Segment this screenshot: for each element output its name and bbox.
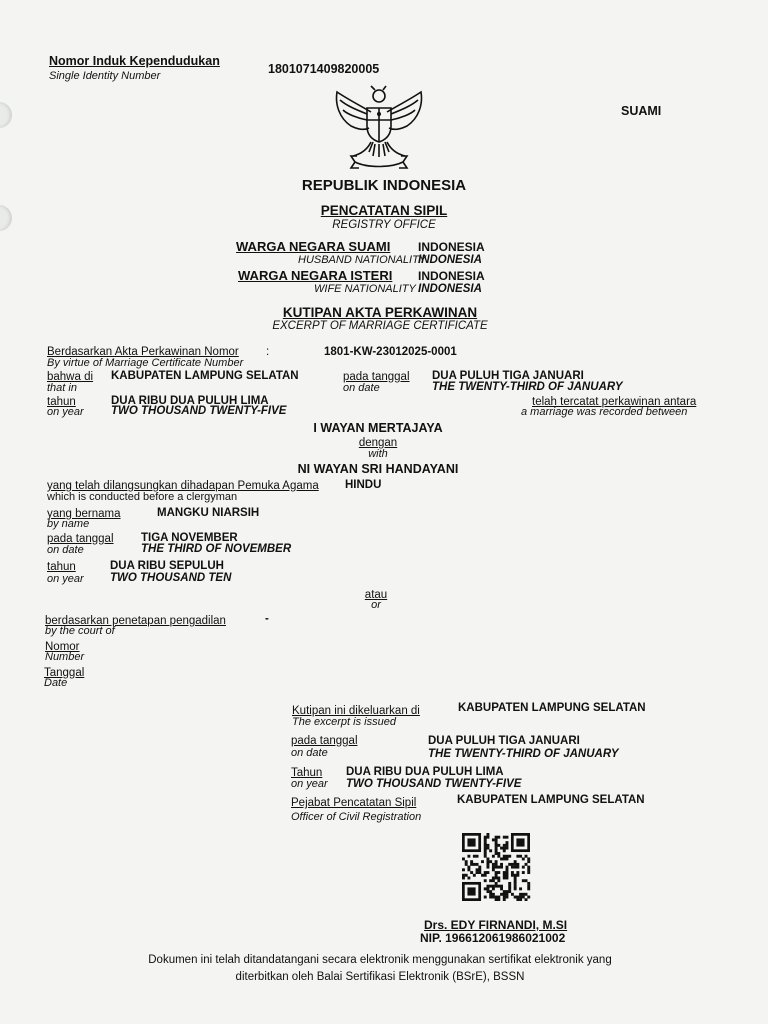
excerpt-title: KUTIPAN AKTA PERKAWINAN: [282, 305, 478, 320]
certificate-number-label-en: By virtue of Marriage Certificate Number: [47, 357, 244, 369]
wife-name: NI WAYAN SRI HANDAYANI: [297, 462, 459, 476]
punch-hole: [0, 102, 12, 128]
office-title-en: REGISTRY OFFICE: [332, 219, 436, 231]
qr-code-icon: [462, 833, 532, 901]
issued-date-label: pada tanggal: [291, 735, 358, 747]
issued-date-value-en: THE TWENTY-THIRD OF JANUARY: [428, 748, 619, 760]
issued-place-value: KABUPATEN LAMPUNG SELATAN: [458, 702, 646, 714]
footer-line-1: Dokumen ini telah ditandatangani secara elektronik menggunakan sertifikat elektronik yang: [148, 954, 612, 966]
husband-nationality-value-en: INDONESIA: [418, 254, 482, 266]
issued-date-label-en: on date: [291, 747, 328, 759]
issued-year-label-en: on year: [291, 778, 328, 790]
conducted-label: yang telah dilangsungkan dihadapan Pemuka Agama: [47, 480, 319, 492]
officer-value: KABUPATEN LAMPUNG SELATAN: [457, 794, 645, 806]
wife-nationality-label: WARGA NEGARA ISTERI: [238, 268, 393, 283]
ceremony-date-value-en: THE THIRD OF NOVEMBER: [141, 543, 292, 555]
issued-label-en: The excerpt is issued: [292, 716, 396, 728]
certificate-number-value: 1801-KW-23012025-0001: [324, 346, 457, 358]
conducted-label-en: which is conducted before a clergyman: [47, 491, 238, 503]
punch-hole: [0, 205, 12, 231]
or-word: atau: [364, 589, 388, 601]
recorded-label-en: a marriage was recorded between: [521, 406, 688, 418]
year-value-en: TWO THOUSAND TWENTY-FIVE: [111, 405, 287, 417]
ceremony-date-label-en: on date: [47, 544, 84, 556]
republic-title: REPUBLIK INDONESIA: [301, 177, 467, 194]
ceremony-year-label: tahun: [47, 561, 76, 573]
place-value: KABUPATEN LAMPUNG SELATAN: [111, 370, 299, 382]
religion-value: HINDU: [345, 479, 382, 491]
officer-label: Pejabat Pencatatan Sipil: [291, 797, 417, 809]
certificate-number-label: Berdasarkan Akta Perkawinan Nomor: [47, 346, 239, 358]
nik-label-en: Single Identity Number: [49, 70, 161, 82]
date-value-en: THE TWENTY-THIRD OF JANUARY: [432, 381, 623, 393]
or-word-en: or: [371, 599, 381, 611]
court-label-en: by the court of: [45, 625, 115, 637]
clergy-name-label-en: by name: [47, 518, 90, 530]
issued-year-value: DUA RIBU DUA PULUH LIMA: [346, 766, 504, 778]
nik-label: Nomor Induk Kependudukan: [49, 54, 220, 68]
court-label: berdasarkan penetapan pengadilan: [45, 615, 226, 627]
with-word-en: with: [368, 448, 388, 460]
year-label: tahun: [47, 396, 76, 408]
year-value: DUA RIBU DUA PULUH LIMA: [111, 395, 269, 407]
place-label: bahwa di: [47, 371, 94, 383]
issued-year-value-en: TWO THOUSAND TWENTY-FIVE: [346, 778, 522, 790]
wife-nationality-label-en: WIFE NATIONALITY: [314, 283, 416, 295]
with-word-text: dengan: [358, 437, 398, 449]
nik-value: 1801071409820005: [268, 62, 380, 76]
recorded-label: telah tercatat perkawinan antara: [532, 396, 697, 408]
ceremony-date-value: TIGA NOVEMBER: [141, 532, 238, 544]
copy-type: SUAMI: [621, 104, 662, 118]
ceremony-date-label: pada tanggal: [47, 533, 114, 545]
court-date-label-en: Date: [44, 677, 68, 689]
excerpt-title-en: EXCERPT OF MARRIAGE CERTIFICATE: [272, 320, 488, 332]
wife-nationality-value: INDONESIA: [418, 269, 485, 283]
officer-label-en: Officer of Civil Registration: [291, 811, 422, 823]
court-number-label: Nomor: [45, 641, 80, 653]
office-title: PENCATATAN SIPIL: [320, 203, 448, 218]
date-label-en: on date: [343, 382, 380, 394]
signatory-name: Drs. EDY FIRNANDI, M.SI: [424, 918, 568, 932]
issued-date-value: DUA PULUH TIGA JANUARI: [428, 735, 580, 747]
date-label: pada tanggal: [343, 371, 410, 383]
court-value: -: [265, 613, 269, 625]
husband-nationality-label: WARGA NEGARA SUAMI: [236, 239, 391, 254]
date-value: DUA PULUH TIGA JANUARI: [432, 370, 584, 382]
ceremony-year-label-en: on year: [47, 573, 84, 585]
wife-nationality-value-en: INDONESIA: [418, 283, 482, 295]
court-number-label-en: Number: [45, 651, 85, 663]
issued-year-label: Tahun: [291, 767, 323, 779]
signatory-nip: NIP. 196612061986021002: [420, 931, 566, 945]
husband-name: I WAYAN MERTAJAYA: [313, 421, 443, 435]
clergy-name-value: MANGKU NIARSIH: [157, 507, 260, 519]
footer-line-2: diterbitkan oleh Balai Sertifikasi Elektronik (BSrE), BSSN: [235, 971, 525, 983]
husband-nationality-value: INDONESIA: [418, 240, 485, 254]
husband-nationality-label-en: HUSBAND NATIONALITY: [298, 254, 427, 266]
garuda-emblem-icon: [331, 84, 427, 174]
year-label-en: on year: [47, 406, 84, 418]
place-label-en: that in: [47, 382, 77, 394]
clergy-name-label: yang bernama: [47, 508, 121, 520]
certificate-number-colon: :: [266, 346, 270, 358]
ceremony-year-value-en: TWO THOUSAND TEN: [110, 572, 232, 584]
ceremony-year-value: DUA RIBU SEPULUH: [110, 560, 224, 572]
issued-label: Kutipan ini dikeluarkan di: [292, 705, 420, 717]
court-date-label: Tanggal: [44, 667, 85, 679]
